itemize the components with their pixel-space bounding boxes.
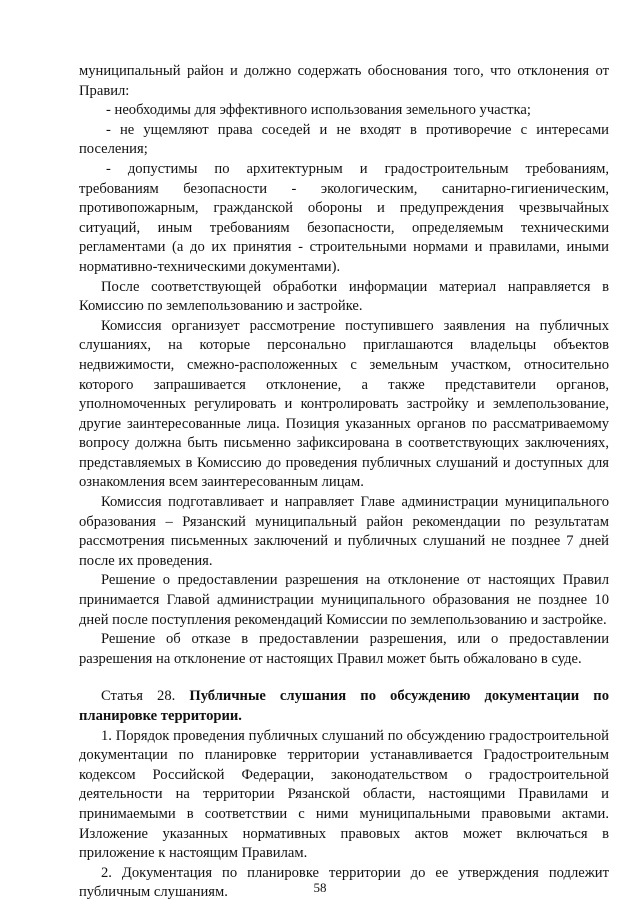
paragraph-article-clause-2: 2. Документация по планировке территории до ее утверждения подлежит публичным слушаниям. [79, 864, 609, 901]
list-item-safety-requirements: - допустимы по архитектурным и градостроительным требованиям, требованиям безопасности - экологическим, санитарно-гигиеническим, противопожарным, гражданской обороны и предупреждения чрезвычайных ситуаций, иным требованиям безопасности, определяемым техническими регламентами (а до их принятия - строительными нормами и правилами, иными нормативно-техническими документами). [79, 160, 609, 275]
list-item-efficiency: - необходимы для эффективного использования земельного участка; [106, 102, 531, 119]
page-number: 58 [313, 880, 327, 895]
paragraph-article-clause-1: 1. Порядок проведения публичных слушаний по обсуждению градостроительной документации по планировке территории устанавливается Градостроительным кодексом Российской Федерации, законодательством о градостроительной деятельности на территории Рязанской области, настоящими Правилами и принимаемыми в соответствии с ними муниципальными правовыми актами. Изложение указанных нормативных правовых актов может включаться в приложение к настоящим Правилам. [79, 727, 609, 862]
paragraph-intro: муниципальный район и должно содержать обоснования того, что отклонения от Правил: [79, 63, 609, 99]
article-number: Статья 28. [101, 688, 176, 705]
paragraph-recommendations: Комиссия подготавливает и направляет Главе администрации муниципального образования – Рязанский муниципальный район рекомендации по результатам рассмотрения письменных заключений и публичных слушаний не позднее 7 дней после их проведения. [79, 494, 609, 569]
paragraph-decision-permit: Решение о предоставлении разрешения на отклонение от настоящих Правил принимается Главой администрации муниципального образования не позднее 10 дней после поступления рекомендаций Комиссии по землепользованию и застройке. [79, 572, 609, 628]
article-title: Публичные слушания по обсуждению документации по планировке территории. [79, 688, 609, 724]
paragraph-appeal: Решение об отказе в предоставлении разрешения, или о предоставлении разрешения на отклонение от настоящих Правил может быть обжаловано в суде. [79, 631, 609, 667]
paragraph-processing: После соответствующей обработки информации материал направляется в Комиссию по землепользованию и застройке. [79, 278, 609, 315]
list-item-neighbors-rights: - не ущемляют права соседей и не входят в противоречие с интересами поселения; [79, 121, 609, 158]
article-heading [79, 687, 609, 726]
paragraph-commission-hearings: Комиссия организует рассмотрение поступившего заявления на публичных слушаниях, на которые персонально приглашаются владельцы объектов недвижимости, смежно-расположенных с земельным участком, относительно которого запрашивается отклонение, а также представители органов, уполномоченных регулировать и контролировать застройку и землепользование, другие заинтересованные лица. Позиция указанных органов по рассматриваемому вопросу должна быть письменно зафиксирована в соответствующих заключениях, представляемых в Комиссию до проведения публичных слушаний и доступных для ознакомления всем заинтересованным лицам. [79, 317, 609, 491]
document-body [79, 62, 609, 903]
